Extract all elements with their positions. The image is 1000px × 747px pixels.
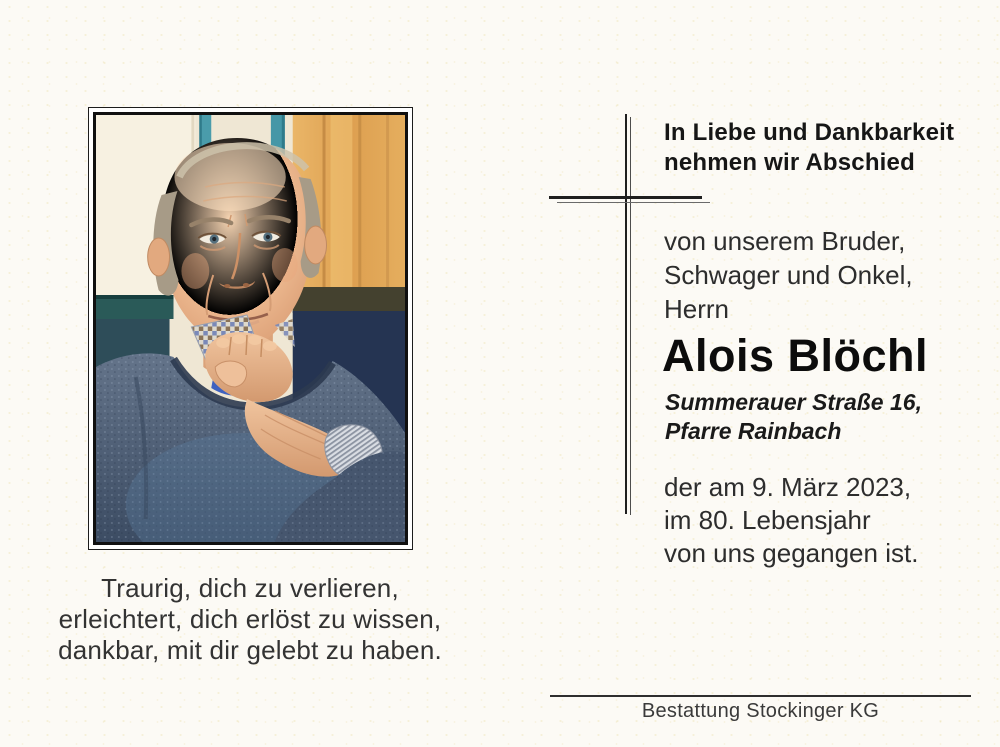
farewell-header	[664, 118, 954, 178]
photo-frame	[88, 107, 413, 550]
footer-divider	[550, 695, 971, 697]
poem-line: dankbar, mit dir gelebt zu haben.	[58, 635, 442, 665]
funeral-home-name: Bestattung Stockinger KG	[641, 700, 880, 722]
address-line: Pfarre Rainbach	[665, 418, 842, 444]
portrait-photo	[96, 115, 405, 542]
relation-line: Herrn	[664, 294, 730, 324]
death-notice-line: der am 9. März 2023,	[664, 472, 912, 502]
deceased-name: Alois Blöchl	[662, 330, 929, 381]
death-notice	[664, 471, 918, 570]
relation-line: Schwager und Onkel,	[664, 260, 913, 290]
poem-line: erleichtert, dich erlöst zu wissen,	[58, 604, 442, 634]
memorial-poem	[40, 573, 460, 666]
cross-vertical-line	[625, 114, 627, 514]
farewell-header-line: nehmen wir Abschied	[664, 149, 915, 176]
deceased-address	[665, 388, 922, 446]
photo-inner-border	[93, 112, 408, 545]
poem-line: Traurig, dich zu verlieren,	[101, 573, 399, 603]
farewell-header-line: In Liebe und Dankbarkeit	[664, 119, 955, 146]
cross-horizontal-line	[549, 196, 702, 199]
relation-intro	[664, 224, 913, 326]
cross-vertical-line-2	[630, 117, 631, 515]
address-line: Summerauer Straße 16,	[665, 389, 922, 415]
cross-horizontal-line-2	[557, 202, 710, 203]
relation-line: von unserem Bruder,	[664, 226, 906, 256]
death-notice-line: im 80. Lebensjahr	[664, 505, 871, 535]
death-notice-line: von uns gegangen ist.	[664, 538, 919, 568]
